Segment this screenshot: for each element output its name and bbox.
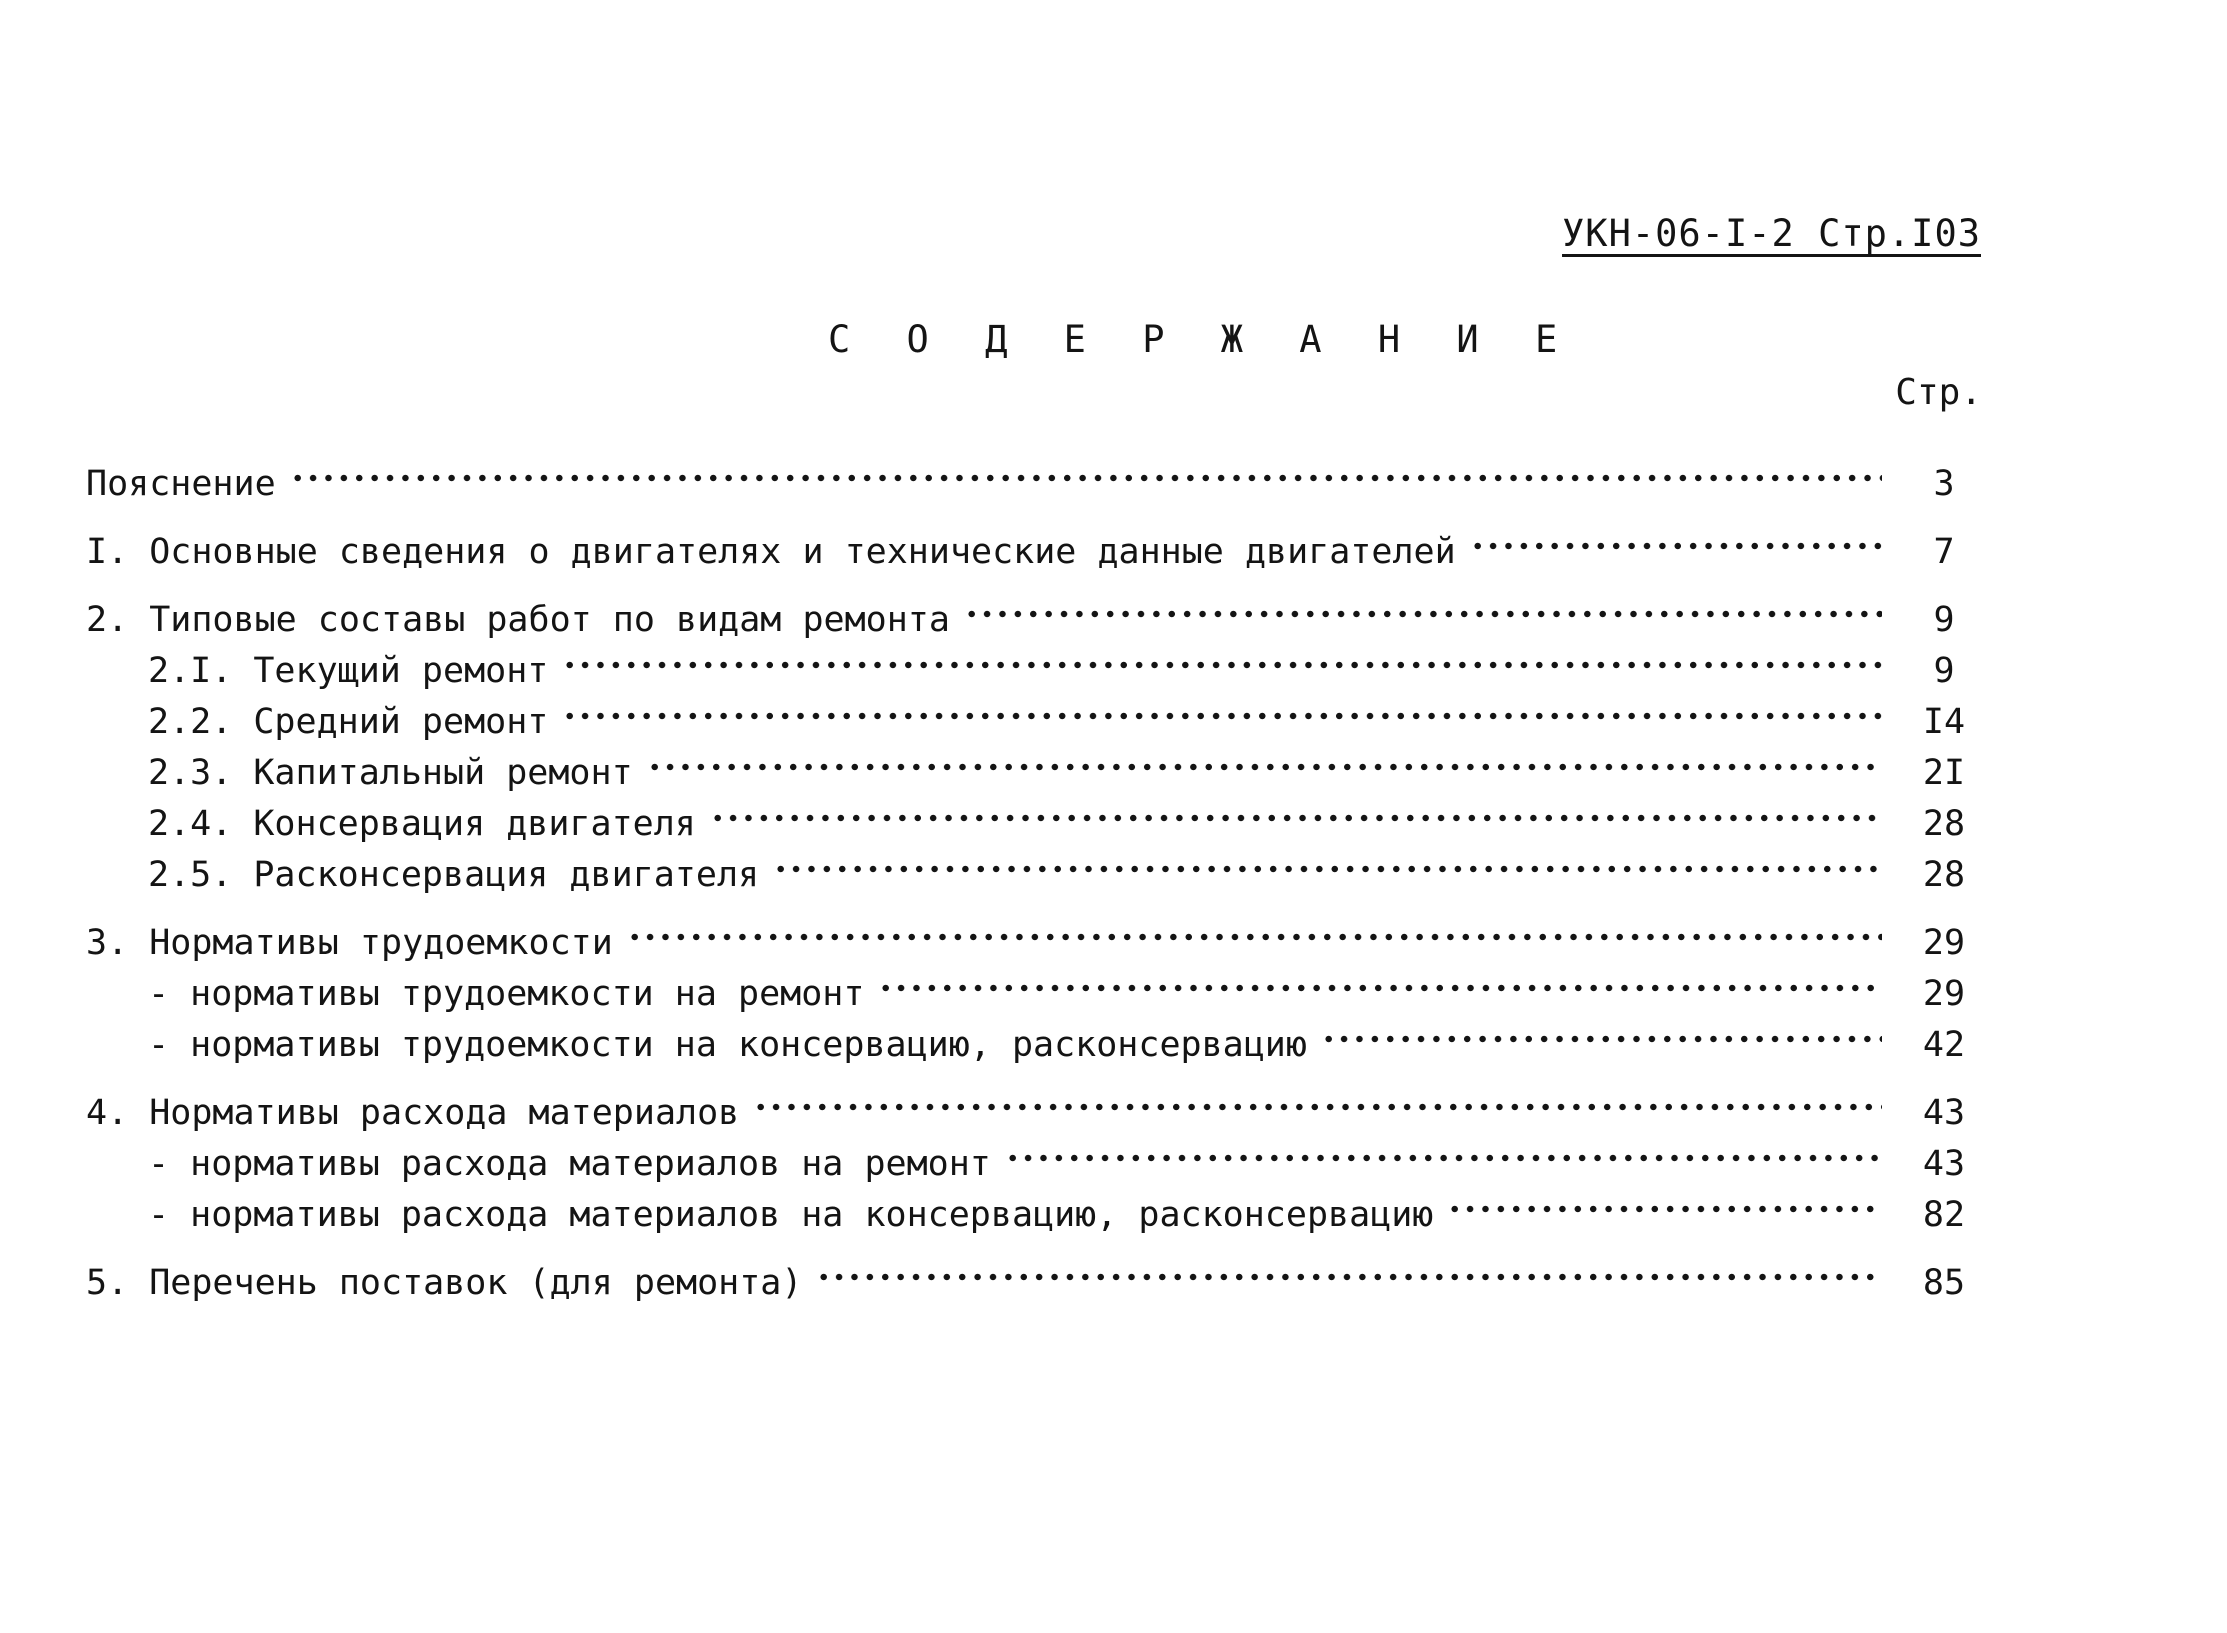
toc-entry-page: 43	[1922, 1093, 1966, 1133]
toc-entry-page: 43	[1922, 1144, 1966, 1184]
toc-entry-label: - нормативы расхода материалов на ремонт	[148, 1144, 991, 1184]
toc-entry[interactable]	[86, 1243, 1994, 1303]
dot-leader	[1321, 1005, 1882, 1056]
page-column-header: Стр.	[1895, 372, 1982, 413]
toc-entry-label: 4. Нормативы расхода материалов	[86, 1093, 740, 1133]
toc-entry-label: - нормативы расхода материалов на консервацию, расконсервацию	[148, 1195, 1434, 1235]
toc-entry-page: 28	[1922, 855, 1966, 895]
toc-entry-label: 2.2. Средний ремонт	[148, 702, 549, 742]
toc-entry-label: 3. Нормативы трудоемкости	[86, 923, 613, 963]
toc-title: С О Д Е Р Ж А Н И Е	[828, 318, 1575, 361]
toc-entry-page: 29	[1922, 974, 1966, 1014]
toc-entry-page: 7	[1933, 532, 1955, 572]
document-code-header: УКН-06-I-2 Стр.I03	[1562, 212, 1981, 255]
toc-entry-page: 85	[1922, 1263, 1966, 1303]
dot-leader	[878, 954, 1882, 1005]
dot-leader	[562, 682, 1882, 733]
dot-leader	[1005, 1124, 1882, 1175]
toc-entry-page: 9	[1933, 600, 1955, 640]
toc-entry-label: 2.5. Расконсервация двигателя	[148, 855, 760, 895]
toc-entry[interactable]	[86, 512, 1994, 572]
toc-entry-page: 82	[1922, 1195, 1966, 1235]
toc-entry-page: 42	[1922, 1025, 1966, 1065]
toc-entry-page: 3	[1933, 464, 1955, 504]
toc-entry-label: - нормативы трудоемкости на ремонт	[148, 974, 865, 1014]
dot-leader	[753, 1073, 1882, 1124]
toc-entry-label: 2.I. Текущий ремонт	[148, 651, 549, 691]
toc-entry-label: 2.3. Капитальный ремонт	[148, 753, 633, 793]
toc-entry-page: I4	[1922, 702, 1966, 742]
toc-entry-label: 2. Типовые составы работ по видам ремонта	[86, 600, 950, 640]
dot-leader	[562, 631, 1882, 682]
dot-leader	[816, 1243, 1882, 1294]
dot-leader	[647, 733, 1882, 784]
table-of-contents	[86, 444, 1994, 1303]
dot-leader	[710, 784, 1882, 835]
toc-entry[interactable]	[86, 580, 1994, 640]
toc-entry[interactable]	[86, 903, 1994, 963]
toc-entry-label: - нормативы трудоемкости на консервацию, расконсервацию	[148, 1025, 1307, 1065]
dot-leader	[1447, 1175, 1882, 1226]
dot-leader	[290, 444, 1882, 495]
dot-leader	[627, 903, 1882, 954]
toc-entry-page: 9	[1933, 651, 1955, 691]
toc-entry-label: 5. Перечень поставок (для ремонта)	[86, 1263, 803, 1303]
toc-entry-label: I. Основные сведения о двигателях и технические данные двигателей	[86, 532, 1456, 572]
dot-leader	[964, 580, 1882, 631]
dot-leader	[773, 835, 1882, 886]
toc-entry-page: 29	[1922, 923, 1966, 963]
toc-entry-label: 2.4. Консервация двигателя	[148, 804, 696, 844]
toc-entry[interactable]	[86, 1073, 1994, 1133]
toc-entry[interactable]	[86, 444, 1994, 504]
toc-entry-page: 2I	[1922, 753, 1966, 793]
toc-entry-page: 28	[1922, 804, 1966, 844]
toc-entry-label: Пояснение	[86, 464, 276, 504]
dot-leader	[1470, 512, 1882, 563]
